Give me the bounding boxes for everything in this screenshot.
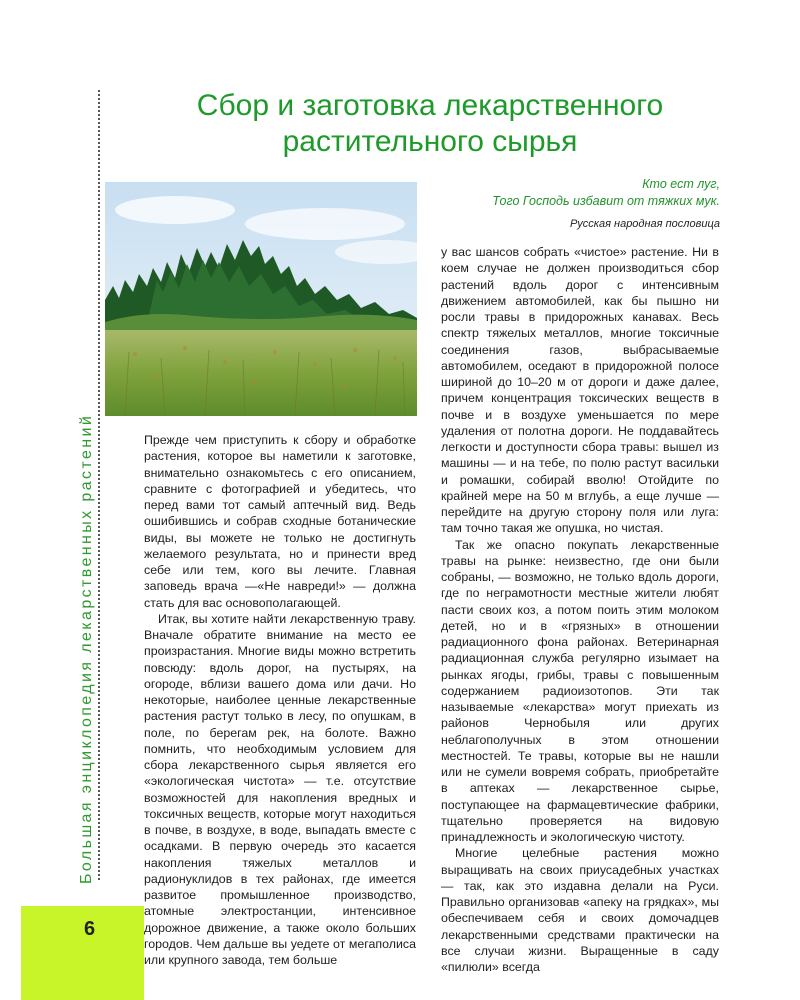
epigraph-line-2: Того Господь избавит от тяжких мук. bbox=[492, 194, 720, 208]
paragraph: Прежде чем приступить к сбору и обработке растения, которое вы наметили к заготовке, внимательно ознакомьтесь с его описанием, сравните с фотографией и убедитесь, что перед вами тот самый аптечный вид. Ведь ошибившись и собрав сходные ботанические виды, вы можете не только не достигнуть желаемого результата, но и принести вред себе или тем, кого вы лечите. Главная заповедь врача —«Не навреди!» — должна стать для вас основополагающей. bbox=[144, 433, 416, 610]
text-column-left bbox=[144, 432, 416, 968]
epigraph-line-1: Кто ест луг, bbox=[642, 177, 720, 191]
epigraph-source: Русская народная пословица bbox=[569, 218, 720, 230]
chapter-title bbox=[150, 88, 710, 160]
paragraph: Так же опасно покупать лекарственные травы на рынке: неизвестно, где они были собраны, — возможно, не только вдоль дороги, где по неграмотности местные жители любят пасти своих коз, а потом поить этим молоком детей, но и в «грязных» в отношении радиационного фона районах. Ветеринарная радиационная служба регулярно изымает на рынках ягоды, грибы, травы с повышенным содержанием радиоизотопов. Эти так называемые «лекарства» могут приехать из районов Чернобыля или других неблагополучных в этом отношении местностей. Те травы, которые вы не нашли или не сумели вовремя собрать, приобретайте в аптеках — лекарственное сырье, поступающее на фармацевтические фабрики, тщательно проверяется на видовую принадлежность и экологическую чистоту. bbox=[441, 537, 719, 844]
meadow-forest-illustration bbox=[105, 182, 417, 416]
paragraph: Итак, вы хотите найти лекарственную траву. Вначале обратите внимание на место ее произрастания. Многие виды можно встретить повсюду: вдоль дорог, на пустырях, на огороде, вблизи вашего дома или дачи. Но некоторые, наиболее ценные лекарственные растения растут только в лесу, по опушкам, в поле, по берегам рек, на болоте. Важно помнить, что необходимым условием для сбора лекарственного сырья является его «экологическая чистота» — т.е. отсутствие возможностей для накопления вредных и токсичных веществ, которые могут находиться в почве, в воздухе, в воде, выпадать вместе с осадками. В первую очередь это касается накопления тяжелых металлов и радионуклидов в тех районах, где имеется развитое промышленное производство, атомные электростанции, интенсивное дорожное движение, а также около больших городов. Чем дальше вы уедете от мегаполиса или крупного завода, тем больше bbox=[144, 611, 416, 967]
page-number-tab bbox=[21, 906, 144, 1000]
chapter-title-line-2: растительного сырья bbox=[282, 125, 578, 158]
text-column-right bbox=[441, 244, 719, 975]
margin-dotted-rule bbox=[98, 90, 100, 880]
chapter-title-line-1: Сбор и заготовка лекарственного bbox=[196, 89, 664, 122]
meadow-forest-photo bbox=[105, 182, 417, 416]
page-number: 6 bbox=[84, 918, 96, 940]
epigraph bbox=[440, 176, 720, 230]
paragraph: у вас шансов собрать «чистое» растение. Ни в коем случае не должен производиться сбор растений вдоль дорог с интенсивным движением автомобилей, как бы пышно ни росли травы в придорожных канавах. Весь спектр тяжелых металлов, многие токсичные соединения газов, выбрасываемые автомобилем, оседают в придорожной полосе шириной до 10–20 м от дороги и даже далее, причем концентрация токсических веществ в почве и в воздухе уменьшается по мере удаления от полотна дороги. Не поддавайтесь легкости и доступности сбора травы: вышел из машины — и на тебе, по полю растут васильки и ромашки, собирай вволю! Отойдите по крайней мере на 50 м вглубь, а еще лучше — перейдите на другую сторону поля или луга: там точно такая же опушка, но чистая. bbox=[441, 245, 719, 536]
paragraph: Многие целебные растения можно выращивать на своих приусадебных участках — так, как это издавна делали на Руси. Правильно организовав «апеку на грядках», мы обеспечиваем себя и своих домочадцев лекарственными средствами практически на все случаи жизни. Выращенные в саду «пилюли» всегда bbox=[441, 846, 719, 974]
book-title-vertical: Большая энциклопедия лекарственных растений bbox=[78, 413, 95, 884]
